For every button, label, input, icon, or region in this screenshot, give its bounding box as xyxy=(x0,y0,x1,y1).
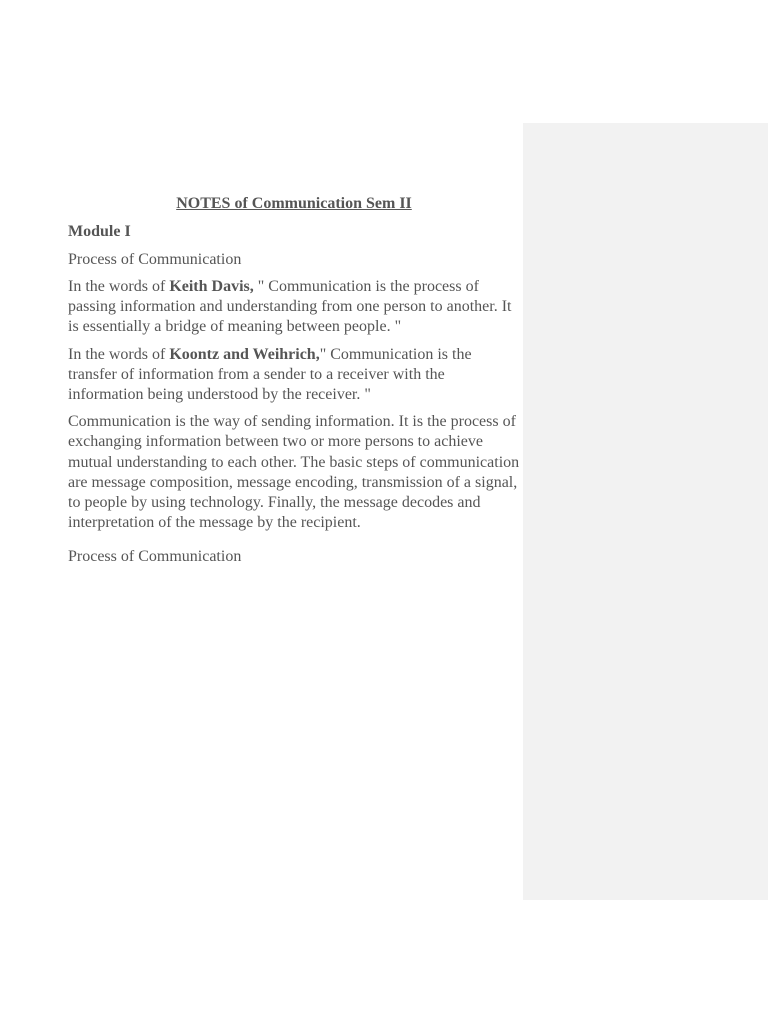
paragraph-prefix: In the words of xyxy=(68,345,170,363)
quote-text: " Communication is the transfer of information from a sender to a receiver with the information being understood by the receiver. " xyxy=(68,345,472,404)
author-name: Koontz and Weihrich, xyxy=(169,345,320,363)
paragraph-koontz-weihrich xyxy=(68,345,520,406)
comment-pane xyxy=(523,123,768,900)
document-body xyxy=(68,193,520,568)
paragraph-definition: Communication is the way of sending information. It is the process of exchanging information between two or more persons to achieve mutual understanding to each other. The basic steps of communication are message composition, message encoding, transmission of a signal, to people by using technology. Finally, the message decodes and interpretation of the message by the recipient. xyxy=(68,413,520,532)
document-title: NOTES of Communication Sem II xyxy=(176,195,412,212)
section-heading-2: Process of Communication xyxy=(68,548,242,566)
quote-text: " Communication is the process of passing information and understanding from one person to another. It is essentially a bridge of meaning between people. " xyxy=(68,278,512,336)
paragraph-keith-davis xyxy=(68,277,520,338)
section-heading: Process of Communication xyxy=(68,251,242,268)
module-heading: Module I xyxy=(68,223,131,240)
author-name: Keith Davis, xyxy=(169,278,254,295)
paragraph-prefix: In the words of xyxy=(68,278,170,295)
